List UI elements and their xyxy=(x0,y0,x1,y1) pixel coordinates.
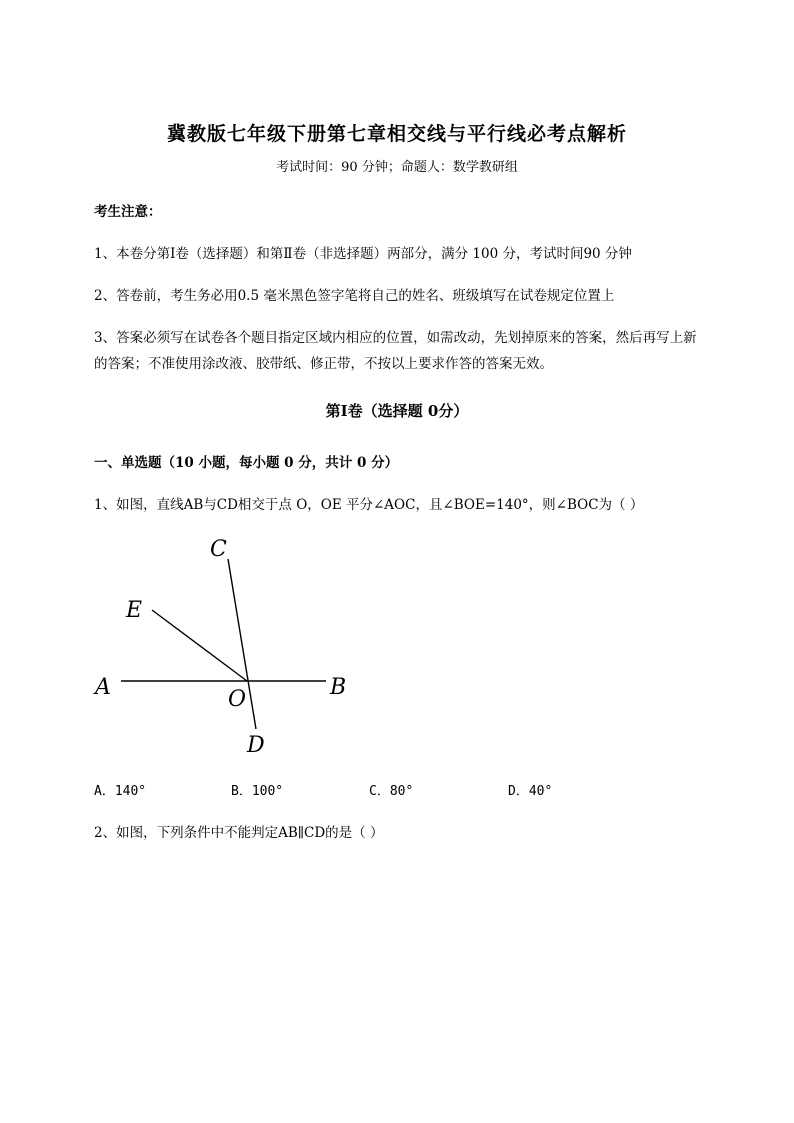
label-b: B xyxy=(330,675,347,700)
question-1-text: 1、如图，直线AB与CD相交于点 O，OE 平分∠AOC，且∠BOE=140°，则∠BOC为（ ） xyxy=(94,497,644,513)
option-c: C．80° xyxy=(369,784,414,799)
option-a: A．140° xyxy=(94,784,147,799)
notice-item-1: 1、本卷分第Ⅰ卷（选择题）和第Ⅱ卷（非选择题）两部分，满分 100 分，考试时间90 分钟 xyxy=(94,246,632,262)
label-a: A xyxy=(95,675,111,700)
question-2-text: 2、如图，下列条件中不能判定AB∥CD的是（ ） xyxy=(94,825,384,841)
label-e: E xyxy=(126,598,143,623)
label-c: C xyxy=(210,537,227,562)
label-o: O xyxy=(228,687,247,712)
notice-item-3-cont: 的答案；不准使用涂改液、胶带纸、修正带，不按以上要求作答的答案无效。 xyxy=(94,356,553,372)
section-title: 第Ⅰ卷（选择题 0分） xyxy=(325,402,469,420)
notice-heading: 考生注意： xyxy=(94,204,162,220)
part-title: 一、单选题（10 小题，每小题 0 分，共计 0 分） xyxy=(94,455,399,471)
ray-oe xyxy=(152,610,247,681)
question-1-figure xyxy=(90,528,360,760)
notice-item-3: 3、答案必须写在试卷各个题目指定区域内相应的位置，如需改动，先划掉原来的答案，然后再写上新 xyxy=(94,330,697,346)
option-b: B．100° xyxy=(231,784,284,799)
label-d: D xyxy=(247,733,265,758)
option-d: D．40° xyxy=(508,784,553,799)
notice-item-2: 2、答卷前，考生务必用0.5 毫米黑色签字笔将自己的姓名、班级填写在试卷规定位置上 xyxy=(94,288,615,304)
exam-info: 考试时间：90 分钟；命题人：数学教研组 xyxy=(276,160,518,175)
page-title: 冀教版七年级下册第七章相交线与平行线必考点解析 xyxy=(166,123,627,145)
